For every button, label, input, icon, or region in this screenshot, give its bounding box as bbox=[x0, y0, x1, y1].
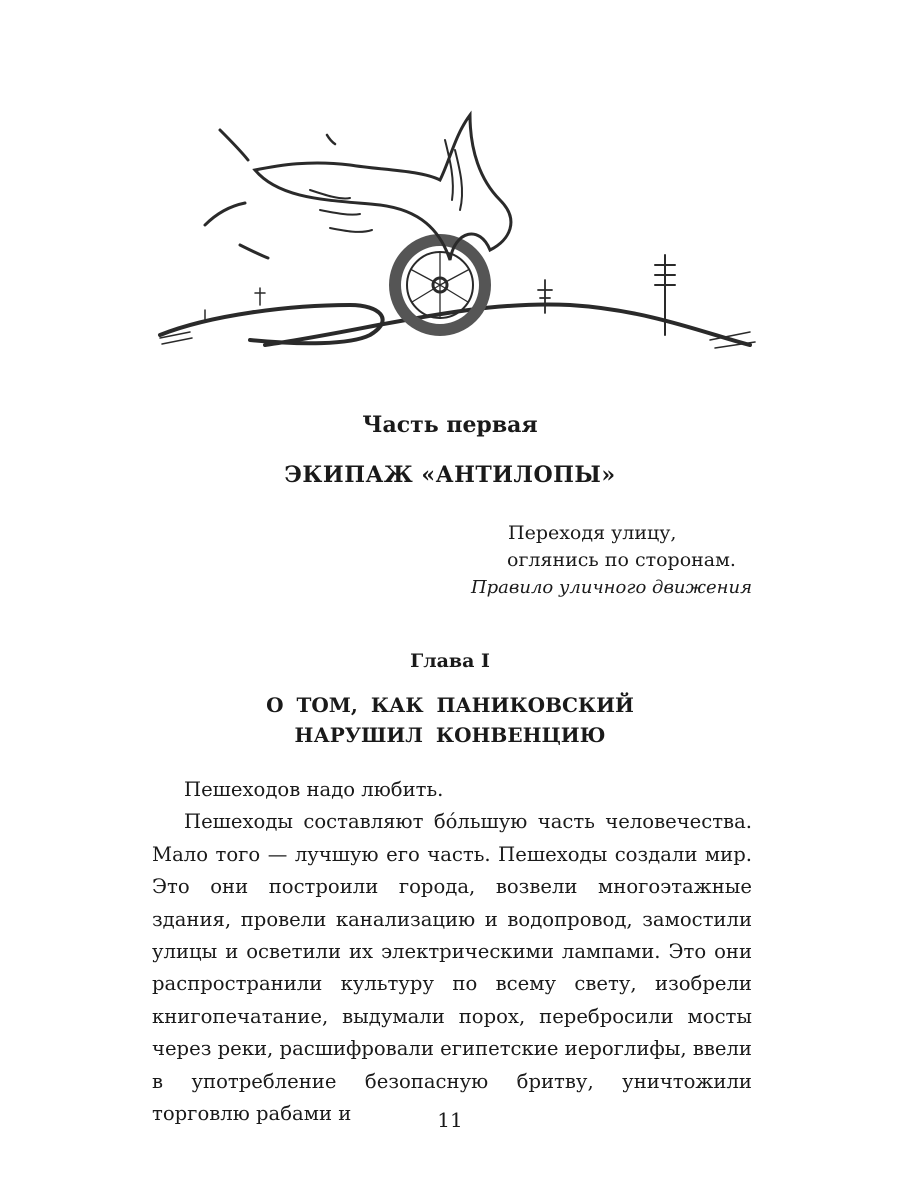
tree-right bbox=[538, 280, 552, 313]
epigraph bbox=[460, 520, 752, 574]
part-title: ЭКИПАЖ «АНТИЛОПЫ» bbox=[284, 462, 616, 488]
chapter-title: О ТОМ, КАК ПАНИКОВСКИЙ НАРУШИЛ КОНВЕНЦИЮ bbox=[266, 693, 634, 747]
feather bbox=[240, 245, 268, 258]
epigraph-line: Переходя улицу, bbox=[508, 522, 677, 544]
paragraph: Пешеходы составляют бóльшую часть человечества. Мало того — лучшую его часть. Пешеходы создали мир. Это они построили города, возвели многоэтажные здания, провели канализацию и водопровод, замостили улицы и осветили их электрическими лампами. Это они распространили культуру по всему свету, изобрели книгопечатание, выдумали порох, перебросили мосты через реки, расшифровали египетские иероглифы, ввели в употребление безопасную бритву, уничтожили торговлю рабами и bbox=[152, 810, 752, 1126]
feather bbox=[205, 203, 245, 225]
epigraph-source: Правило уличного движения bbox=[470, 577, 752, 598]
chapter-label: Глава I bbox=[410, 650, 490, 672]
feather bbox=[327, 135, 335, 144]
body-text bbox=[152, 774, 752, 1130]
page-number: 11 bbox=[437, 1108, 463, 1132]
paragraph: Пешеходов надо любить. bbox=[184, 778, 444, 801]
hill-main bbox=[265, 304, 750, 345]
epigraph-line: оглянись по сторонам. bbox=[507, 549, 736, 571]
hill-left bbox=[160, 305, 383, 343]
winged-wheel-illustration bbox=[150, 110, 760, 370]
wing bbox=[255, 115, 511, 260]
tree-left bbox=[255, 288, 265, 305]
part-label: Часть первая bbox=[362, 412, 538, 438]
feather bbox=[220, 130, 248, 160]
